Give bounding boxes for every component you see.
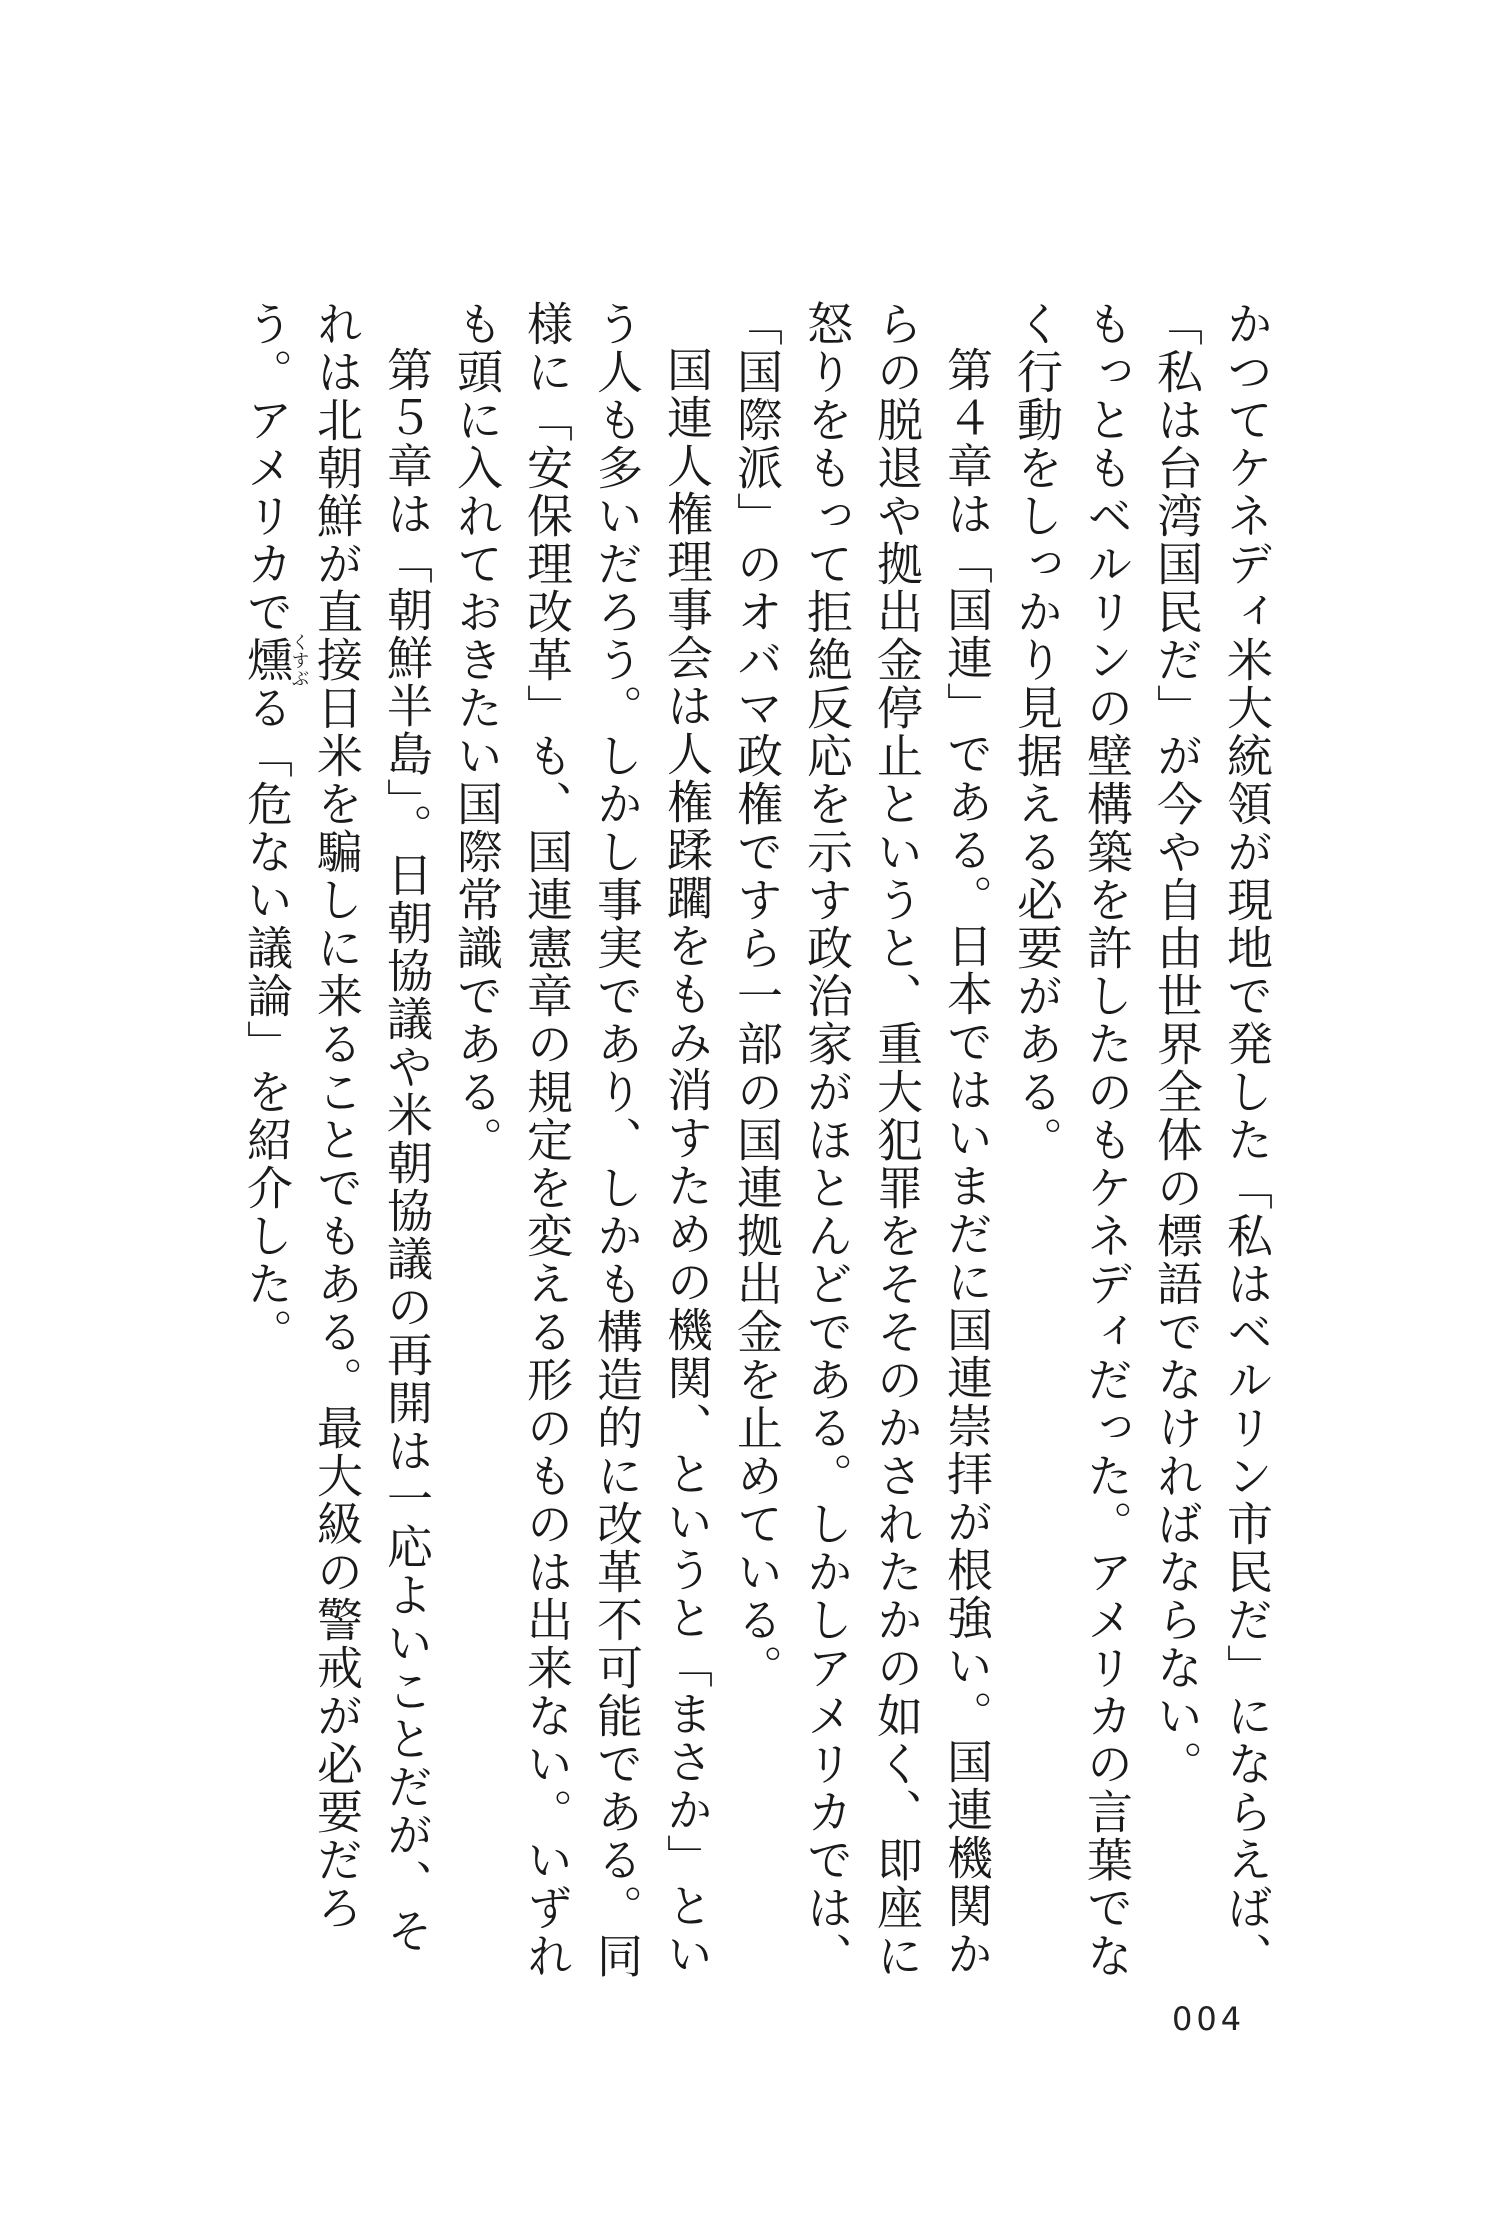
paragraph-text: かつてケネディ米大統領が現地で発した「私はベルリン市民だ」にならえば、「私は台湾国民だ」が今や自由世界全体の標語でなければならない。 [1150, 300, 1274, 1980]
paragraph-text: 第５章は「朝鮮半島」。日朝協議や米朝協議の再開は一応よいことだが、それは北朝鮮が直接日米を騙しに来ることでもある。最大級の警戒が必要だろう。アメリカで [240, 300, 434, 1955]
paragraph-berlin-wall [1002, 300, 1142, 1980]
ruby-annotation [240, 633, 310, 687]
paragraph-text: もっともベルリンの壁構築を許したのもケネディだった。アメリカの言葉でなく行動をしっかり見据える必要がある。 [1010, 300, 1134, 1980]
paragraph-text: る「危ない議論」を紹介した。 [240, 684, 294, 1356]
paragraph-text: 国連人権理事会は人権蹂躙をもみ消すための機関、というと「まさか」という人も多いだろう。しかし事実であり、しかも構造的に改革不可能である。同様に「安保理改革」も、国連憲章の規定を変える形のものは出来ない。いずれも頭に入れておきたい国際常識である。 [450, 300, 714, 1980]
page-number: 004 [1172, 2000, 1246, 2038]
paragraph-chapter5 [232, 300, 442, 1980]
body-text [182, 300, 1282, 1980]
ruby-base: 燻 [240, 633, 294, 687]
paragraph-human-rights [442, 300, 722, 1980]
paragraph-chapter4 [722, 300, 1002, 1980]
paragraph-text: 第４章は「国連」である。日本ではいまだに国連崇拝が根強い。国連機関からの脱退や拠出金停止というと、重大犯罪をそそのかされたかの如く、即座に怒りをもって拒絶反応を示す政治家がほとんどである。しかしアメリカでは、「国際派」のオバマ政権ですら一部の国連拠出金を止めている。 [730, 300, 994, 1980]
paragraph-kennedy [1142, 300, 1282, 1980]
ruby-reading: くすぶ [288, 633, 310, 687]
